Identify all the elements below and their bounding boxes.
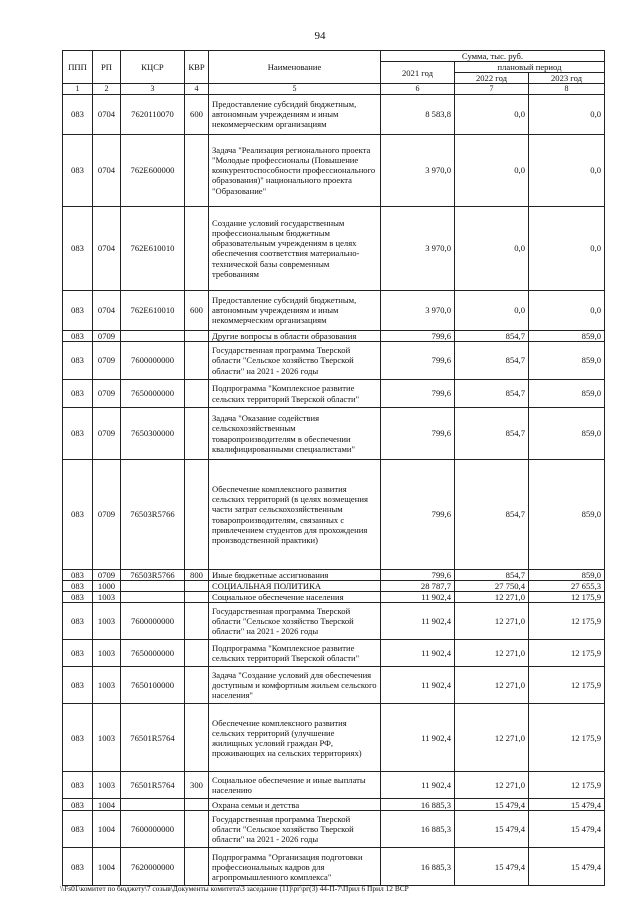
- page-number: 94: [314, 30, 326, 42]
- row-2021: 16 885,3: [381, 799, 455, 811]
- table-row: [63, 134, 605, 206]
- row-kcsr: 762E610010: [121, 290, 185, 330]
- row-name: Задача "Создание условий для обеспечения доступным и комфортным жильем сельского населения": [209, 667, 381, 704]
- row-2023: 859,0: [529, 330, 605, 341]
- row-rp: 1003: [93, 640, 121, 667]
- row-2023: 15 479,4: [529, 799, 605, 811]
- row-name: Охрана семьи и детства: [209, 799, 381, 811]
- header-ppp: ППП: [63, 51, 93, 84]
- row-name: Социальное обеспечение населения: [209, 592, 381, 603]
- row-2023: 27 655,3: [529, 581, 605, 592]
- row-ppp: 083: [63, 704, 93, 772]
- row-2021: 11 902,4: [381, 592, 455, 603]
- row-2023: 0,0: [529, 134, 605, 206]
- table-body: [63, 94, 605, 886]
- row-kvr: [185, 206, 209, 290]
- row-kcsr: 7600000000: [121, 603, 185, 640]
- row-rp: 1003: [93, 603, 121, 640]
- table-row: [63, 592, 605, 603]
- row-kvr: [185, 799, 209, 811]
- row-2023: 12 175,9: [529, 667, 605, 704]
- row-kcsr: [121, 581, 185, 592]
- row-2023: 15 479,4: [529, 848, 605, 886]
- row-kvr: [185, 592, 209, 603]
- header-kvr: КВР: [185, 51, 209, 84]
- row-name: СОЦИАЛЬНАЯ ПОЛИТИКА: [209, 581, 381, 592]
- row-rp: 1004: [93, 848, 121, 886]
- table-row: [63, 811, 605, 848]
- table-row: [63, 704, 605, 772]
- row-ppp: 083: [63, 408, 93, 460]
- row-2023: 859,0: [529, 570, 605, 581]
- row-2021: 8 583,8: [381, 94, 455, 134]
- row-name: Государственная программа Тверской области "Сельское хозяйство Тверской области" на 2021 - 2026 годы: [209, 603, 381, 640]
- row-2023: 12 175,9: [529, 640, 605, 667]
- row-2021: 11 902,4: [381, 667, 455, 704]
- row-2022: 15 479,4: [455, 799, 529, 811]
- row-2021: 11 902,4: [381, 640, 455, 667]
- row-ppp: 083: [63, 570, 93, 581]
- row-ppp: 083: [63, 380, 93, 408]
- table-row: [63, 330, 605, 341]
- row-ppp: 083: [63, 581, 93, 592]
- column-number: 6: [381, 84, 455, 94]
- row-2022: 854,7: [455, 342, 529, 380]
- row-kvr: [185, 667, 209, 704]
- row-rp: 1003: [93, 667, 121, 704]
- row-2021: 799,6: [381, 408, 455, 460]
- column-number: 7: [455, 84, 529, 94]
- column-number: 1: [63, 84, 93, 94]
- row-kcsr: [121, 592, 185, 603]
- row-kvr: 600: [185, 290, 209, 330]
- row-kvr: [185, 603, 209, 640]
- row-kvr: [185, 408, 209, 460]
- row-kvr: 300: [185, 772, 209, 799]
- table-row: [63, 570, 605, 581]
- row-rp: 1000: [93, 581, 121, 592]
- row-2022: 15 479,4: [455, 848, 529, 886]
- row-kvr: [185, 460, 209, 570]
- row-2023: 859,0: [529, 460, 605, 570]
- row-ppp: 083: [63, 330, 93, 341]
- table-row: [63, 380, 605, 408]
- row-kcsr: 762E600000: [121, 134, 185, 206]
- row-rp: 0709: [93, 330, 121, 341]
- row-rp: 0704: [93, 206, 121, 290]
- row-2023: 859,0: [529, 380, 605, 408]
- header-year-2023: 2023 год: [529, 73, 605, 84]
- column-number: 4: [185, 84, 209, 94]
- row-ppp: 083: [63, 342, 93, 380]
- table-row: [63, 667, 605, 704]
- row-kvr: [185, 640, 209, 667]
- row-2021: 799,6: [381, 342, 455, 380]
- column-number: 8: [529, 84, 605, 94]
- row-kcsr: 7650300000: [121, 408, 185, 460]
- row-ppp: 083: [63, 811, 93, 848]
- row-kcsr: 76503R5766: [121, 570, 185, 581]
- row-kcsr: [121, 799, 185, 811]
- budget-table: [62, 50, 605, 886]
- table-row: [63, 848, 605, 886]
- row-name: Задача "Реализация регионального проекта "Молодые профессионалы (Повышение конкурентоспособности профессионального образования)" национального проекта "Образование": [209, 134, 381, 206]
- row-rp: 0704: [93, 94, 121, 134]
- row-name: Обеспечение комплексного развития сельских территорий (в целях возмещения части затрат сельскохозяйственным товаропроизводителям, связанных с привлечением студентов для прохождения производственной практики): [209, 460, 381, 570]
- row-kcsr: 7650100000: [121, 667, 185, 704]
- row-2023: 0,0: [529, 290, 605, 330]
- row-rp: 0709: [93, 570, 121, 581]
- row-name: Государственная программа Тверской области "Сельское хозяйство Тверской области" на 2021 - 2026 годы: [209, 811, 381, 848]
- row-kvr: 800: [185, 570, 209, 581]
- row-rp: 0709: [93, 460, 121, 570]
- row-2021: 11 902,4: [381, 603, 455, 640]
- row-kcsr: 762E610010: [121, 206, 185, 290]
- row-ppp: 083: [63, 290, 93, 330]
- row-2022: 12 271,0: [455, 772, 529, 799]
- row-2021: 799,6: [381, 330, 455, 341]
- row-name: Обеспечение комплексного развития сельских территорий (улучшение жилищных условий граждан РФ, проживающих на сельских территориях): [209, 704, 381, 772]
- row-rp: 1003: [93, 592, 121, 603]
- row-2022: 854,7: [455, 408, 529, 460]
- row-2023: 859,0: [529, 408, 605, 460]
- row-2022: 12 271,0: [455, 603, 529, 640]
- row-ppp: 083: [63, 134, 93, 206]
- row-kvr: [185, 848, 209, 886]
- table-row: [63, 640, 605, 667]
- row-name: Задача "Оказание содействия сельскохозяйственным товаропроизводителям в обеспечении квалифицированными специалистами": [209, 408, 381, 460]
- row-name: Создание условий государственным профессиональным бюджетным образовательным учреждениям в целях обеспечения соответствия материально-технической базы современным требованиям: [209, 206, 381, 290]
- row-rp: 0704: [93, 134, 121, 206]
- footer-path: \\Fs01\комитет по бюджету\7 созыв\Документы комитета\3 заседание (11)\рг\рг(3) 44-П-7\Прил 6 Прил 12 ВСР: [60, 884, 409, 893]
- column-number: 3: [121, 84, 185, 94]
- row-2023: 12 175,9: [529, 704, 605, 772]
- row-2021: 3 970,0: [381, 290, 455, 330]
- table-row: [63, 290, 605, 330]
- row-kvr: [185, 581, 209, 592]
- row-kcsr: 7600000000: [121, 811, 185, 848]
- row-kvr: [185, 342, 209, 380]
- table-row: [63, 206, 605, 290]
- header-rp: РП: [93, 51, 121, 84]
- row-name: Подпрограмма "Комплексное развитие сельских территорий Тверской области": [209, 380, 381, 408]
- row-2021: 799,6: [381, 570, 455, 581]
- row-kcsr: 76501R5764: [121, 772, 185, 799]
- row-rp: 1003: [93, 704, 121, 772]
- row-ppp: 083: [63, 848, 93, 886]
- row-name: Подпрограмма "Комплексное развитие сельских территорий Тверской области": [209, 640, 381, 667]
- row-ppp: 083: [63, 667, 93, 704]
- row-name: Предоставление субсидий бюджетным, автономным учреждениям и иным некоммерческим организациям: [209, 290, 381, 330]
- row-kvr: [185, 704, 209, 772]
- row-2022: 0,0: [455, 134, 529, 206]
- row-ppp: 083: [63, 460, 93, 570]
- row-rp: 1004: [93, 811, 121, 848]
- row-2021: 3 970,0: [381, 206, 455, 290]
- row-2021: 11 902,4: [381, 772, 455, 799]
- table-row: [63, 342, 605, 380]
- row-2021: 16 885,3: [381, 811, 455, 848]
- row-rp: 0709: [93, 380, 121, 408]
- table-row: [63, 94, 605, 134]
- row-rp: 1004: [93, 799, 121, 811]
- row-2022: 12 271,0: [455, 592, 529, 603]
- row-2023: 859,0: [529, 342, 605, 380]
- row-name: Иные бюджетные ассигнования: [209, 570, 381, 581]
- row-2023: 0,0: [529, 94, 605, 134]
- header-year-2022: 2022 год: [455, 73, 529, 84]
- row-2022: 0,0: [455, 94, 529, 134]
- row-2022: 854,7: [455, 460, 529, 570]
- row-kcsr: 76503R5766: [121, 460, 185, 570]
- row-2023: 12 175,9: [529, 772, 605, 799]
- row-2023: 15 479,4: [529, 811, 605, 848]
- row-kcsr: 7620110070: [121, 94, 185, 134]
- table-row: [63, 772, 605, 799]
- row-2022: 12 271,0: [455, 704, 529, 772]
- row-kcsr: [121, 330, 185, 341]
- row-kvr: [185, 330, 209, 341]
- row-2022: 15 479,4: [455, 811, 529, 848]
- row-2022: 854,7: [455, 380, 529, 408]
- row-ppp: 083: [63, 603, 93, 640]
- row-2023: 12 175,9: [529, 592, 605, 603]
- row-2022: 854,7: [455, 330, 529, 341]
- row-rp: 1003: [93, 772, 121, 799]
- row-name: Предоставление субсидий бюджетным, автономным учреждениям и иным некоммерческим организациям: [209, 94, 381, 134]
- table-row: [63, 408, 605, 460]
- row-2022: 12 271,0: [455, 640, 529, 667]
- row-2021: 799,6: [381, 460, 455, 570]
- table-row: [63, 799, 605, 811]
- row-kvr: [185, 380, 209, 408]
- row-2022: 0,0: [455, 206, 529, 290]
- row-2022: 12 271,0: [455, 667, 529, 704]
- row-kvr: [185, 134, 209, 206]
- row-2021: 799,6: [381, 380, 455, 408]
- row-kcsr: 7650000000: [121, 640, 185, 667]
- row-ppp: 083: [63, 799, 93, 811]
- header-plan-period: плановый период: [455, 62, 605, 73]
- row-2021: 3 970,0: [381, 134, 455, 206]
- row-ppp: 083: [63, 640, 93, 667]
- row-kcsr: 7600000000: [121, 342, 185, 380]
- column-number: 2: [93, 84, 121, 94]
- row-rp: 0709: [93, 342, 121, 380]
- header-year-2021: 2021 год: [381, 62, 455, 84]
- row-2022: 854,7: [455, 570, 529, 581]
- row-name: Государственная программа Тверской области "Сельское хозяйство Тверской области" на 2021 - 2026 годы: [209, 342, 381, 380]
- row-kvr: 600: [185, 94, 209, 134]
- row-kcsr: 76501R5764: [121, 704, 185, 772]
- row-ppp: 083: [63, 592, 93, 603]
- header-name: Наименование: [209, 51, 381, 84]
- table-row: [63, 603, 605, 640]
- row-2021: 28 787,7: [381, 581, 455, 592]
- column-number-row: [63, 84, 605, 94]
- row-name: Подпрограмма "Организация подготовки профессиональных кадров для агропромышленного комплекса": [209, 848, 381, 886]
- row-ppp: 083: [63, 94, 93, 134]
- row-2022: 0,0: [455, 290, 529, 330]
- row-2023: 12 175,9: [529, 603, 605, 640]
- row-2023: 0,0: [529, 206, 605, 290]
- table-row: [63, 581, 605, 592]
- row-rp: 0709: [93, 408, 121, 460]
- row-ppp: 083: [63, 206, 93, 290]
- column-number: 5: [209, 84, 381, 94]
- row-rp: 0704: [93, 290, 121, 330]
- header-kcsr: КЦСР: [121, 51, 185, 84]
- row-2021: 11 902,4: [381, 704, 455, 772]
- row-name: Социальное обеспечение и иные выплаты населению: [209, 772, 381, 799]
- row-name: Другие вопросы в области образования: [209, 330, 381, 341]
- table-row: [63, 460, 605, 570]
- row-kvr: [185, 811, 209, 848]
- row-kcsr: 7620000000: [121, 848, 185, 886]
- header-sum: Сумма, тыс. руб.: [381, 51, 605, 62]
- row-kcsr: 7650000000: [121, 380, 185, 408]
- row-2021: 16 885,3: [381, 848, 455, 886]
- row-2022: 27 750,4: [455, 581, 529, 592]
- row-ppp: 083: [63, 772, 93, 799]
